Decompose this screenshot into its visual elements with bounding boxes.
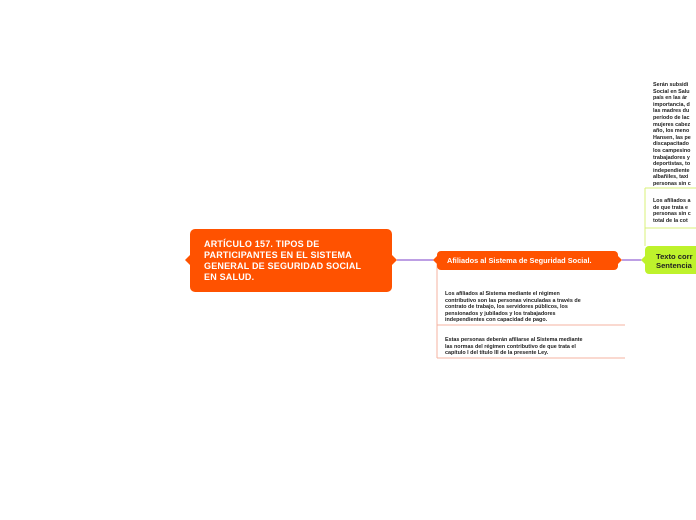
leaf-line: capítulo I del título III de la presente Ley. bbox=[445, 350, 549, 357]
leaf-line: año, los meno bbox=[653, 128, 690, 135]
leaf-line: Los afiliados al Sistema mediante el régimen bbox=[445, 291, 560, 297]
root-line: PARTICIPANTES EN EL SISTEMA bbox=[204, 250, 352, 260]
green-line: Texto corr bbox=[656, 252, 693, 261]
leaf-line: total de la cot bbox=[653, 217, 688, 224]
leaf-afiliados-subsidiado[interactable] bbox=[653, 198, 696, 224]
leaf-line: mujeres cabez bbox=[653, 121, 691, 128]
root-topic[interactable] bbox=[190, 229, 392, 292]
leaf-subsidiados[interactable] bbox=[653, 82, 696, 188]
leaf-line: independientes con capacidad de pago. bbox=[445, 317, 548, 324]
leaf-line: las normas del régimen contributivo de que trata el bbox=[445, 343, 576, 350]
branch-right-nub bbox=[618, 256, 622, 264]
branch-afiliados[interactable] bbox=[437, 251, 618, 270]
leaf-line: Los afiliados a bbox=[653, 198, 691, 204]
leaf-line: contributivo son las personas vinculadas a través de bbox=[445, 297, 581, 304]
leaf-line: discapacitado bbox=[653, 141, 689, 148]
root-line: GENERAL DE SEGURIDAD SOCIAL bbox=[204, 261, 362, 271]
leaf-line: personas sin c bbox=[653, 211, 691, 218]
leaf-line: los campesino bbox=[653, 147, 691, 154]
root-line: ARTÍCULO 157. TIPOS DE bbox=[204, 239, 320, 249]
leaf-line: independiente bbox=[653, 167, 690, 174]
leaf-line: trabajadores y bbox=[653, 154, 690, 161]
branch-label: Afiliados al Sistema de Seguridad Social. bbox=[447, 256, 592, 265]
leaf-line: de que trata e bbox=[653, 204, 689, 211]
leaf-regimen-contributivo[interactable] bbox=[445, 291, 617, 324]
leaf-line: deportistas, to bbox=[653, 161, 691, 168]
leaf-line: Social en Salu bbox=[653, 88, 690, 95]
leaf-line: período de lac bbox=[653, 114, 690, 121]
leaf-line: albañiles, taxi bbox=[653, 174, 689, 181]
leaf-line: personas sin c bbox=[653, 180, 691, 187]
leaf-line: contrato de trabajo, los servidores públicos, los bbox=[445, 304, 568, 311]
leaf-line: importancia, d bbox=[653, 101, 690, 108]
root-line: EN SALUD. bbox=[204, 272, 255, 282]
green-line: Sentencia bbox=[656, 261, 692, 270]
green-topic[interactable] bbox=[645, 246, 696, 274]
leaf-line: pensionados y jubilados y los trabajadores bbox=[445, 310, 556, 317]
leaf-afiliacion-normas[interactable] bbox=[445, 337, 617, 357]
leaf-line: Estas personas deberán afiliarse al Sistema mediante bbox=[445, 337, 583, 343]
leaf-line: país en las ár bbox=[653, 95, 688, 102]
leaf-line: Serán subsidi bbox=[653, 82, 689, 88]
root-right-nub bbox=[392, 255, 397, 265]
leaf-line: Hansen, las pe bbox=[653, 134, 691, 141]
leaf-line: las madres du bbox=[653, 108, 690, 115]
